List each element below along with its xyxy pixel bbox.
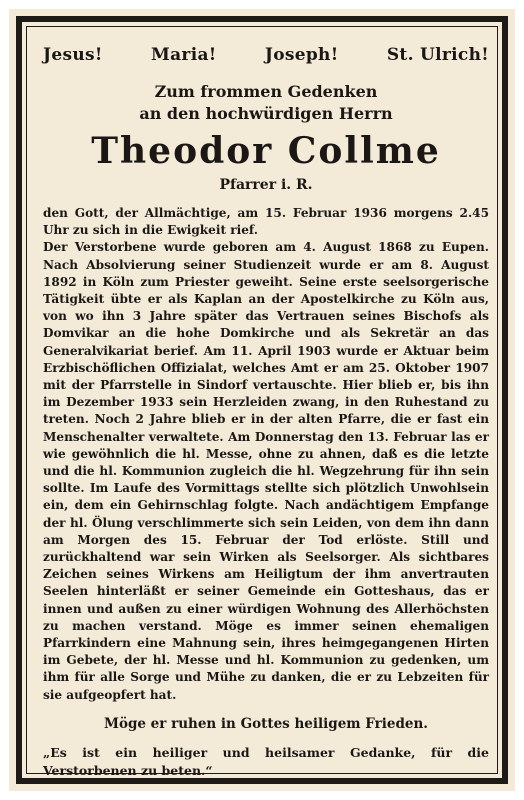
invocation-jesus: Jesus! — [43, 45, 103, 65]
memorial-card — [9, 9, 515, 791]
invocation-maria: Maria! — [151, 45, 217, 65]
deceased-title: Pfarrer i. R. — [219, 177, 313, 193]
closing-prayer: Möge er ruhen in Gottes heiligem Frieden. — [104, 715, 428, 732]
obituary-text — [43, 205, 489, 704]
obituary-paragraph-1: den Gott, der Allmächtige, am 15. Februar 1936 morgens 2.45 Uhr zu sich in die Ewigkeit rief. — [43, 206, 489, 238]
invocation-row — [43, 45, 489, 65]
deceased-name: Theodor Collme — [91, 130, 441, 172]
invocation-joseph: Joseph! — [264, 45, 339, 65]
invocation-st-ulrich: St. Ulrich! — [386, 45, 489, 65]
card-content — [43, 45, 489, 793]
memorial-line-2: an den hochwürdigen Herrn — [139, 104, 393, 123]
obituary-paragraph-2: Der Verstorbene wurde geboren am 4. August 1868 zu Eupen. Nach Absolvierung seiner Studienzeit wurde er am 8. August 1892 in Köln zum Priester geweiht. Seine erste seelsorgerische Tätigkeit übte er als Kaplan an der Apostelkirche zu Köln aus, von wo ihn 3 Jahre später das Vertrauen seines Bischofs als Domvikar an die hohe Domkirche und als Sekretär an das Generalvikariat berief. Am 11. April 1903 wurde er Aktuar beim Erzbischöflichen Offizialat, welches Amt er am 25. Oktober 1907 mit der Pfarrstelle in Sindorf vertauschte. Hier blieb er, bis ihn im Dezember 1933 sein Herzleiden zwang, in den Ruhestand zu treten. Noch 2 Jahre blieb er in der alten Pfarre, die er fast ein Menschenalter verwaltete. Am Donnerstag den 13. Februar las er wie gewöhnlich die hl. Messe, ohne zu ahnen, daß es die letzte und die hl. Kommunion zugleich die hl. Wegzehrung für ihn sein sollte. Im Laufe des Vormittags stellte sich plötzlich Unwohlsein ein, dem ein Gehirnschlag folgte. Nach andächtigem Empfange der hl. Ölung verschlimmerte sich sein Leiden, von dem ihn dann am Morgen des 15. Februar der Tod erlöste. Still und zurückhaltend war sein Wirken als Seelsorger. Als sichtbares Zeichen seines Wirkens am Heiligtum der ihm anvertrauten Seelen hinterläßt er seiner Gemeinde ein Gotteshaus, das er innen und außen zu einer würdigen Wohnung des Allerhöchsten zu machen verstand. Möge es immer seinen ehemaligen Pfarrkindern eine Mahnung sein, ihres heimgegangenen Hirten im Gebete, der hl. Messe und hl. Kommunion zu gedenken, um ihm für alle Sorge und Mühe zu danken, die er zu Lebzeiten für sie aufgeopfert hat. — [43, 240, 489, 702]
closing-quote: „Es ist ein heiliger und heilsamer Gedanke, für die Verstorbenen zu beten.“ — [43, 745, 489, 779]
memorial-line-1: Zum frommen Gedenken — [154, 82, 378, 101]
